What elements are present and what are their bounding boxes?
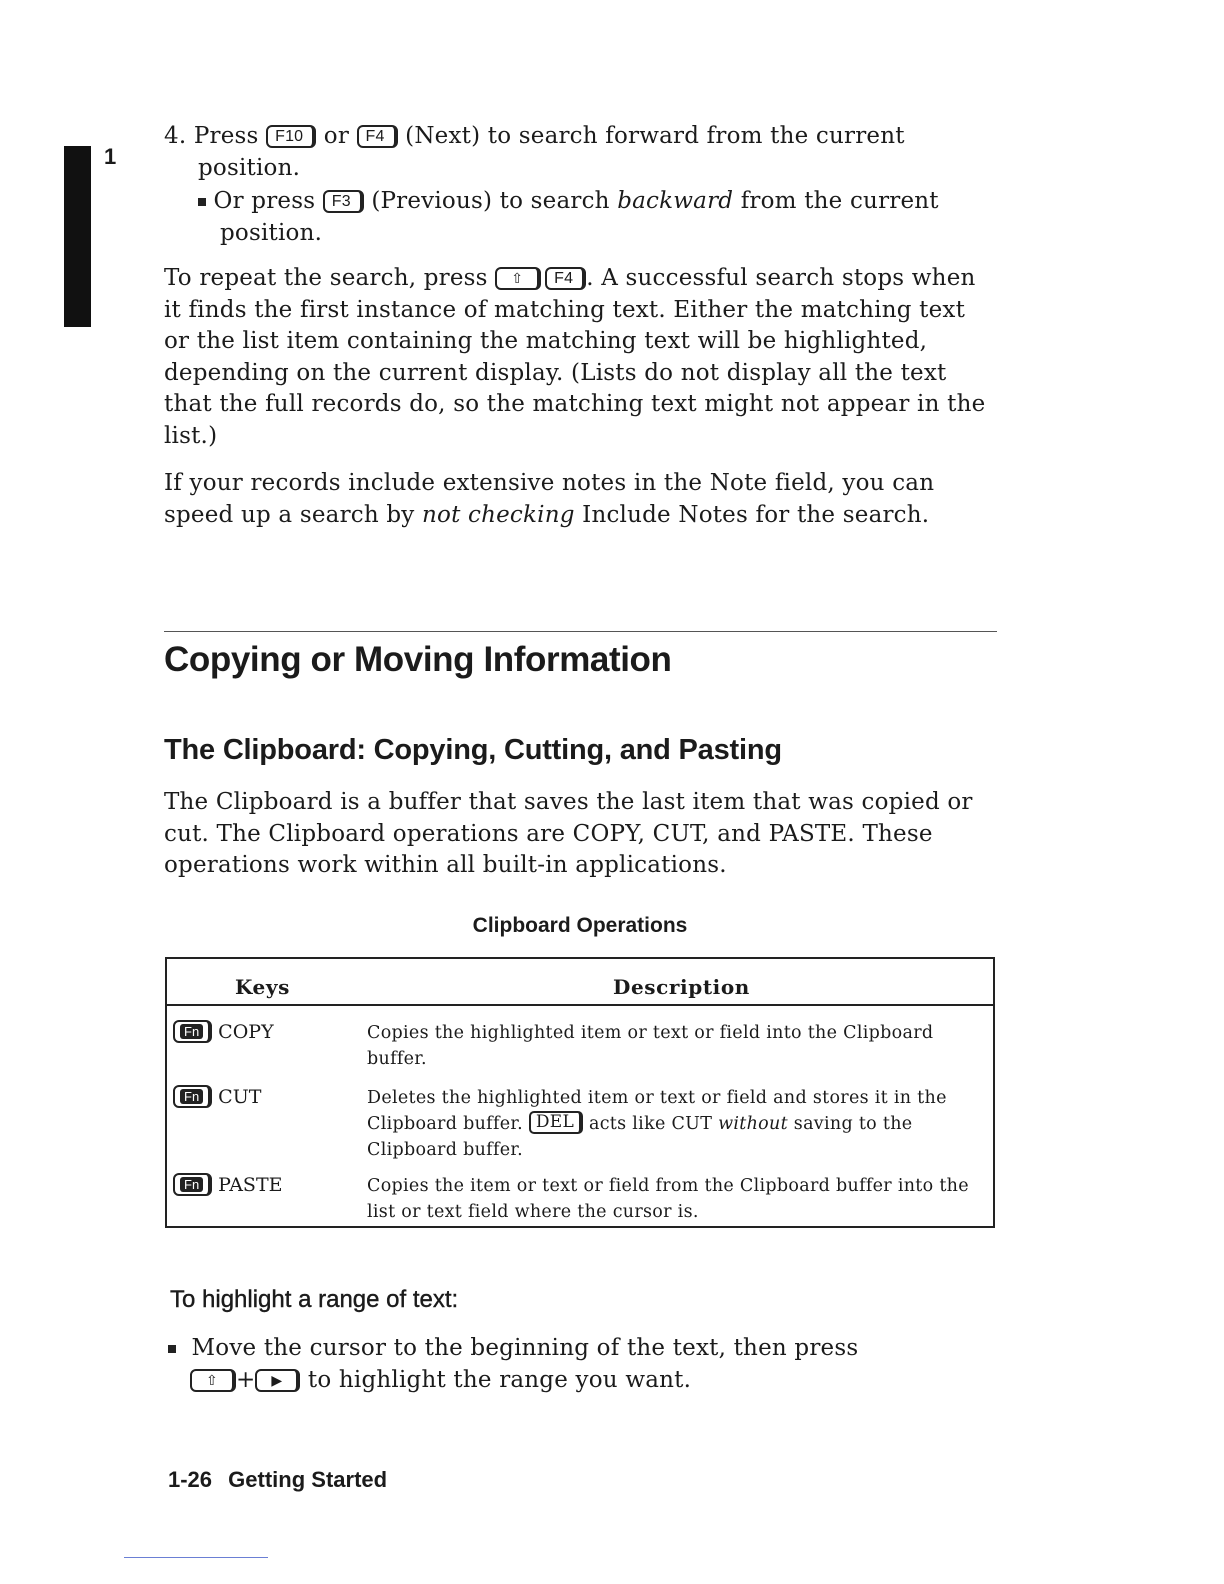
- row-description: Copies the highlighted item or text or field into the Clipboard buffer.: [367, 1023, 934, 1069]
- bullet-line2: position.: [220, 219, 323, 246]
- f4-key: F4: [357, 125, 398, 148]
- step-4: [164, 121, 994, 184]
- clipboard-operations-table: [165, 957, 995, 1228]
- del-key: DEL: [529, 1111, 583, 1134]
- operation-label: COPY: [218, 1021, 274, 1043]
- bottom-rule: [124, 1557, 268, 1558]
- fn-key: Fn: [173, 1085, 212, 1108]
- step-press-text: Press: [193, 123, 259, 149]
- operation-label: CUT: [218, 1086, 262, 1108]
- f3-key: F3: [323, 190, 364, 213]
- bullet-or-press: Or press: [213, 188, 316, 214]
- notes-tail-text: Include Notes for the search.: [582, 501, 930, 528]
- row-keys: [173, 1173, 283, 1197]
- right-arrow-key-icon: ▶: [255, 1369, 300, 1392]
- bullet-square-icon: [198, 198, 206, 206]
- operation-label: PASTE: [218, 1174, 283, 1196]
- fn-key: Fn: [173, 1020, 212, 1043]
- table-header-description: Description: [613, 975, 750, 999]
- desc-emph: without: [718, 1114, 788, 1134]
- page-number: 1-26: [168, 1467, 213, 1492]
- desc-post: saving to the Clipboard buffer.: [367, 1114, 913, 1160]
- notes-lead-text: If your records include extensive notes in the Note field, you can speed up a search by: [164, 470, 935, 528]
- row-keys: [173, 1085, 261, 1109]
- paragraph-repeat-search: [164, 263, 994, 452]
- bullet-emph-text: backward: [617, 188, 734, 214]
- footer-title: Getting Started: [228, 1467, 388, 1492]
- plus-sign: +: [235, 1366, 256, 1393]
- fn-key: Fn: [173, 1173, 212, 1196]
- row-description: [367, 1085, 992, 1163]
- step-rest-line2: position.: [198, 154, 301, 181]
- section-divider: [164, 631, 997, 632]
- bullet-mid-text: (Previous) to search: [371, 188, 610, 214]
- desc-pre: Deletes the highlighted item or text or field and stores it in the Clipboard buffer.: [367, 1088, 947, 1134]
- repeat-tail-text: . A successful search stops when it finds the first instance of matching text. Either the matching text or the list item containing the matching text will be highlighted, depending on the current display. (Lists do not display all the text that the full records do, so the matching text might not appear in the list.): [164, 265, 986, 449]
- subsection-title: The Clipboard: Copying, Cutting, and Pasting: [164, 734, 782, 766]
- shift-key-icon: ⇧: [495, 267, 541, 290]
- notes-emph-text: not checking: [422, 501, 575, 528]
- highlight-tail: to highlight the range you want.: [307, 1366, 692, 1393]
- step-number: 4.: [164, 123, 187, 149]
- paragraph-clipboard: The Clipboard is a buffer that saves the last item that was copied or cut. The Clipboard operations are COPY, CUT, and PASTE. These operations work within all built-in applications.: [164, 789, 973, 878]
- highlight-heading: To highlight a range of text:: [170, 1286, 459, 1313]
- page-footer: [168, 1467, 387, 1493]
- step-4-bullet: [198, 186, 1028, 249]
- highlight-bullet: [168, 1333, 998, 1396]
- desc-mid: acts like CUT: [588, 1114, 713, 1134]
- step-rest-text: (Next) to search forward from the current: [405, 123, 905, 149]
- repeat-lead-text: To repeat the search, press: [164, 265, 488, 291]
- row-keys: [173, 1020, 274, 1044]
- table-header-keys: Keys: [235, 975, 290, 999]
- bullet-square-icon: [168, 1345, 176, 1353]
- shift-key-icon: ⇧: [190, 1369, 236, 1392]
- highlight-line1: Move the cursor to the beginning of the text, then press: [191, 1335, 859, 1361]
- chapter-tab-number: 1: [104, 144, 117, 169]
- paragraph-notes: [164, 468, 994, 531]
- step-or-text: or: [323, 123, 350, 149]
- f10-key: F10: [266, 125, 316, 148]
- row-description: Copies the item or text or field from the Clipboard buffer into the list or text field where the cursor is.: [367, 1176, 969, 1222]
- f4-key: F4: [545, 267, 586, 290]
- table-header-rule: [167, 1004, 993, 1006]
- bullet-tail-text: from the current: [740, 188, 939, 214]
- section-title: Copying or Moving Information: [164, 640, 672, 679]
- chapter-tab-bar: [64, 146, 91, 327]
- table-caption: Clipboard Operations: [472, 914, 688, 937]
